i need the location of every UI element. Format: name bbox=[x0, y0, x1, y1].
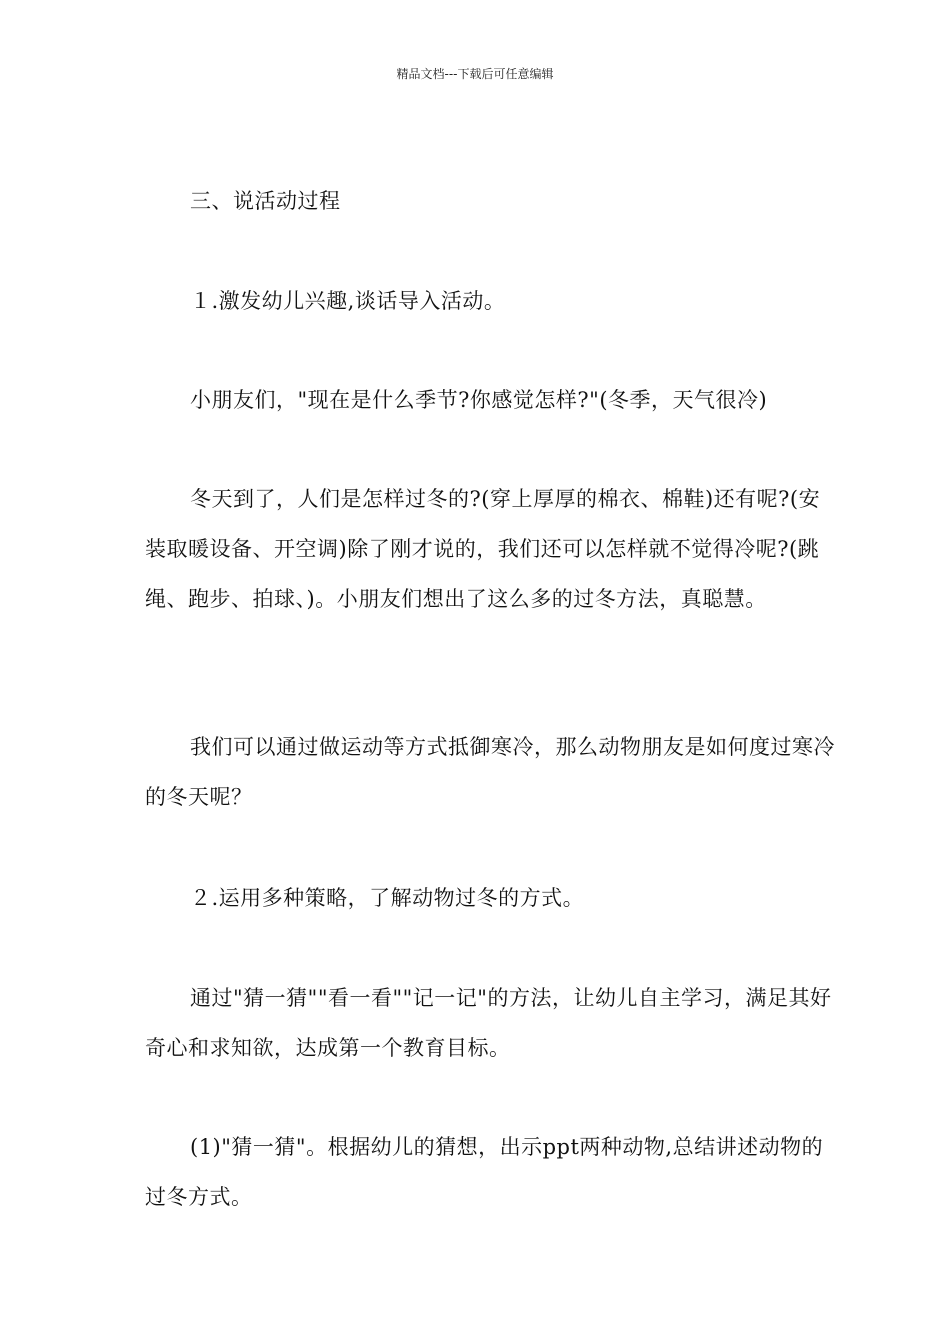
step-2-title: ２.运用多种策略，了解动物过冬的方式。 bbox=[190, 886, 585, 910]
paragraph-3: 我们可以通过做运动等方式抵御寒冷，那么动物朋友是如何度过寒冷的冬天呢？ bbox=[145, 735, 835, 809]
page-header: 精品文档---下载后可任意编辑 bbox=[396, 67, 554, 81]
section-title: 三、说活动过程 bbox=[190, 189, 341, 213]
paragraph-1: 小朋友们，"现在是什么季节?你感觉怎样?"(冬季，天气很冷) bbox=[190, 388, 768, 412]
paragraph-5: (1)"猜一猜"。根据幼儿的猜想，出示ppt两种动物,总结讲述动物的过冬方式。 bbox=[145, 1135, 824, 1209]
step-1-title: １.激发幼儿兴趣,谈话导入活动。 bbox=[190, 289, 506, 313]
paragraph-4: 通过"猜一猜""看一看""记一记"的方法，让幼儿自主学习，满足其好奇心和求知欲，达成第一个教育目标。 bbox=[145, 986, 832, 1060]
paragraph-2: 冬天到了，人们是怎样过冬的?(穿上厚厚的棉衣、棉鞋)还有呢?(安装取暖设备、开空调)除了刚才说的，我们还可以怎样就不觉得冷呢?(跳绳、跑步、拍球、)。小朋友们想出了这么多的过冬方法，真聪慧。 bbox=[145, 487, 821, 611]
